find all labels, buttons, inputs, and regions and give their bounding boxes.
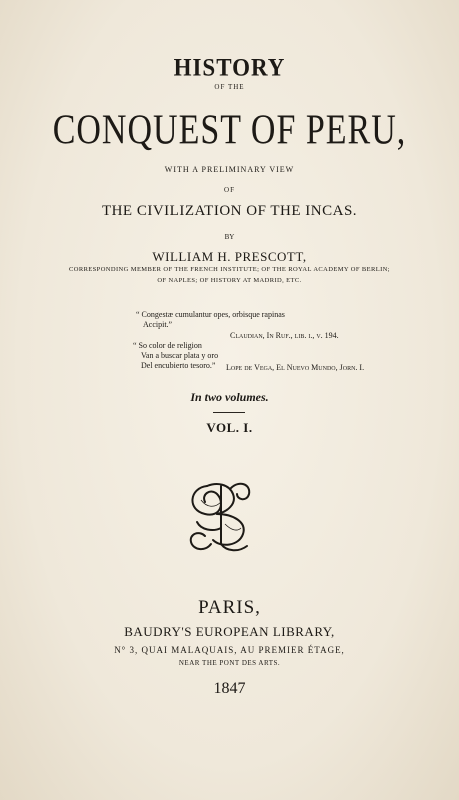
by-label: BY (224, 233, 235, 241)
of-label: OF (224, 186, 235, 194)
of-the-label: OF THE (214, 83, 245, 91)
city: PARIS, (198, 597, 261, 618)
address-note: NEAR THE PONT DES ARTS. (178, 659, 281, 667)
membership-line-1: CORRESPONDING MEMBER OF THE FRENCH INSTITUTE; OF THE ROYAL ACADEMY OF BERLIN; (69, 266, 390, 273)
divider-rule (213, 412, 245, 413)
author-name: WILLIAM H. PRESCOTT, (152, 249, 307, 264)
book-title: HISTORY (173, 53, 286, 82)
volume-number: VOL. I. (206, 420, 253, 435)
epigraph-line-5: Del encubierto tesoro.” (141, 361, 216, 370)
epigraph-line-1: “ Congestæ cumulantur opes, orbisque rapinas (136, 310, 285, 319)
publisher-monogram-icon (177, 474, 263, 560)
epigraph-source-2: Lope de Vega, El Nuevo Mundo, Jorn. I. (226, 363, 365, 372)
subtitle: WITH A PRELIMINARY VIEW (164, 165, 295, 174)
publisher-name: BAUDRY'S EUROPEAN LIBRARY, (124, 624, 335, 639)
epigraph-line-3: “ So color de religion (133, 341, 202, 350)
volumes-label: In two volumes. (190, 390, 269, 404)
publisher-address: N° 3, QUAI MALAQUAIS, AU PREMIER ÉTAGE, (114, 645, 345, 655)
epigraph-source-1: Claudian, In Ruf., lib. i., v. 194. (230, 331, 339, 340)
main-title: CONQUEST OF PERU, (52, 107, 407, 154)
epigraph-line-2: Accipit.” (143, 320, 173, 329)
publication-year: 1847 (213, 680, 246, 697)
epigraph-line-4: Van a buscar plata y oro (141, 351, 219, 360)
membership-line-2: OF NAPLES; OF HISTORY AT MADRID, ETC. (157, 277, 302, 284)
civilization-title: THE CIVILIZATION OF THE INCAS. (101, 203, 358, 219)
